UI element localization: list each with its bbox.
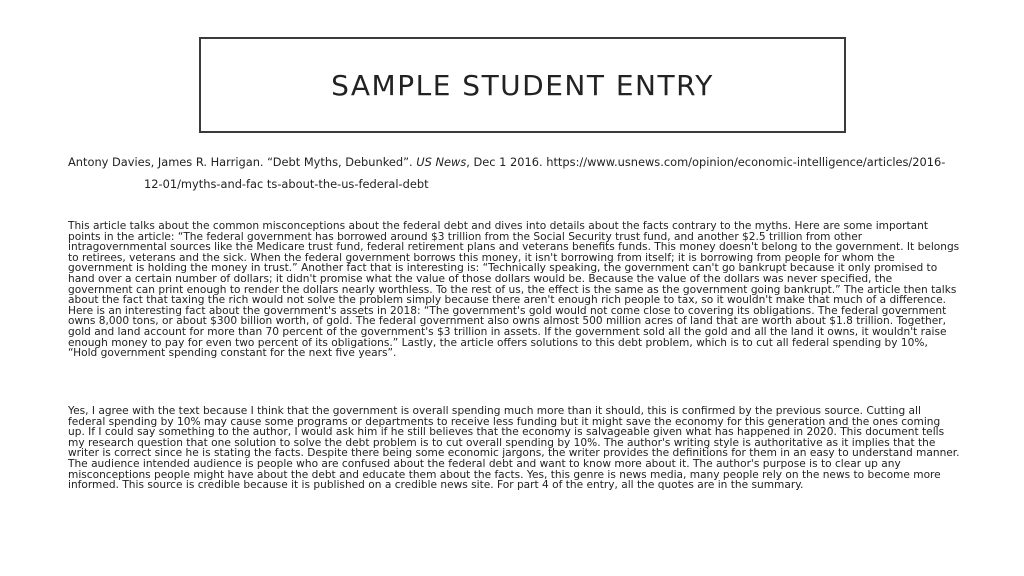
citation-authors: Antony Davies, James R. Harrigan. xyxy=(68,155,268,169)
citation-line-1 xyxy=(68,151,968,173)
response-paragraph: Yes, I agree with the text because I think that the government is overall spending much more than it should, this is confirmed by the previous source. Cutting all federal spending by 10% may cause some programs or departments to receive less funding but it might save the economy for this generation and the ones coming up. If I could say something to the author, I would ask him if he still believes that the economy is salvageable given what has happened in 2020. This document tells my research question that one solution to solve the debt problem is to cut overall spending by 10%. The author's writing style is authoritative as it implies that the writer is correct since he is stating the facts. Despite there being some economic jargons, the writer provides the definitions for them in an easy to understand manner. The audience intended audience is people who are confused about the federal debt and want to know more about it. The author's purpose is to clear up any misconceptions people might have about the debt and educate them about the facts. Yes, this genre is news media, many people rely on the news to become more informed. This source is credible because it is published on a credible news site. For part 4 of the entry, all the quotes are in the summary. xyxy=(68,405,960,492)
citation-article-title: “Debt Myths, Debunked”. xyxy=(267,155,417,169)
citation-publication: US News xyxy=(416,155,467,169)
citation xyxy=(68,151,968,195)
citation-date-url: , Dec 1 2016. https://www.usnews.com/opinion/economic-intelligence/articles/2016- xyxy=(466,155,946,169)
title-box xyxy=(199,37,846,133)
citation-url-continued: 12-01/myths-and-fac ts-about-the-us-federal-debt xyxy=(144,177,429,191)
summary-paragraph: This article talks about the common misconceptions about the federal debt and dives into details about the facts contrary to the myths. Here are some important points in the article: “The federal government has borrowed around $3 trillion from the Social Security trust fund, and another $2.5 trillion from other intragovernmental sources like the Medicare trust fund, federal retirement plans and veterans benefits funds. This money doesn't belong to the government. It belongs to retirees, veterans and the sick. When the federal government borrows this money, it isn't borrowing from itself; it is borrowing from people for whom the government is holding the money in trust.” Another fact that is interesting is: “Technically speaking, the government can't go bankrupt because it only promised to hand over a certain number of dollars; it didn't promise what the value of those dollars would be. Because the value of the dollars was never specified, the government can print enough to render the dollars nearly worthless. To the rest of us, the effect is the same as the government going bankrupt.” The article then talks about the fact that taxing the rich would not solve the problem simply because there aren't enough rich people to tax, so it wouldn't make that much of a difference. Here is an interesting fact about the government's assets in 2018: “The government's gold would not come close to covering its obligations. The federal government owns 8,000 tons, or about $300 billion worth, of gold. The federal government also owns almost 500 million acres of land that are worth about $1.8 trillion. Together, gold and land account for more than 70 percent of the government's $3 trillion in assets. If the government sold all the gold and all the land it owns, it wouldn't raise enough money to pay for even two percent of its obligations.” Lastly, the article offers solutions to this debt problem, which is to cut all federal spending by 10%, “Hold government spending constant for the next five years”. xyxy=(68,220,960,360)
slide-title: SAMPLE STUDENT ENTRY xyxy=(331,68,714,102)
